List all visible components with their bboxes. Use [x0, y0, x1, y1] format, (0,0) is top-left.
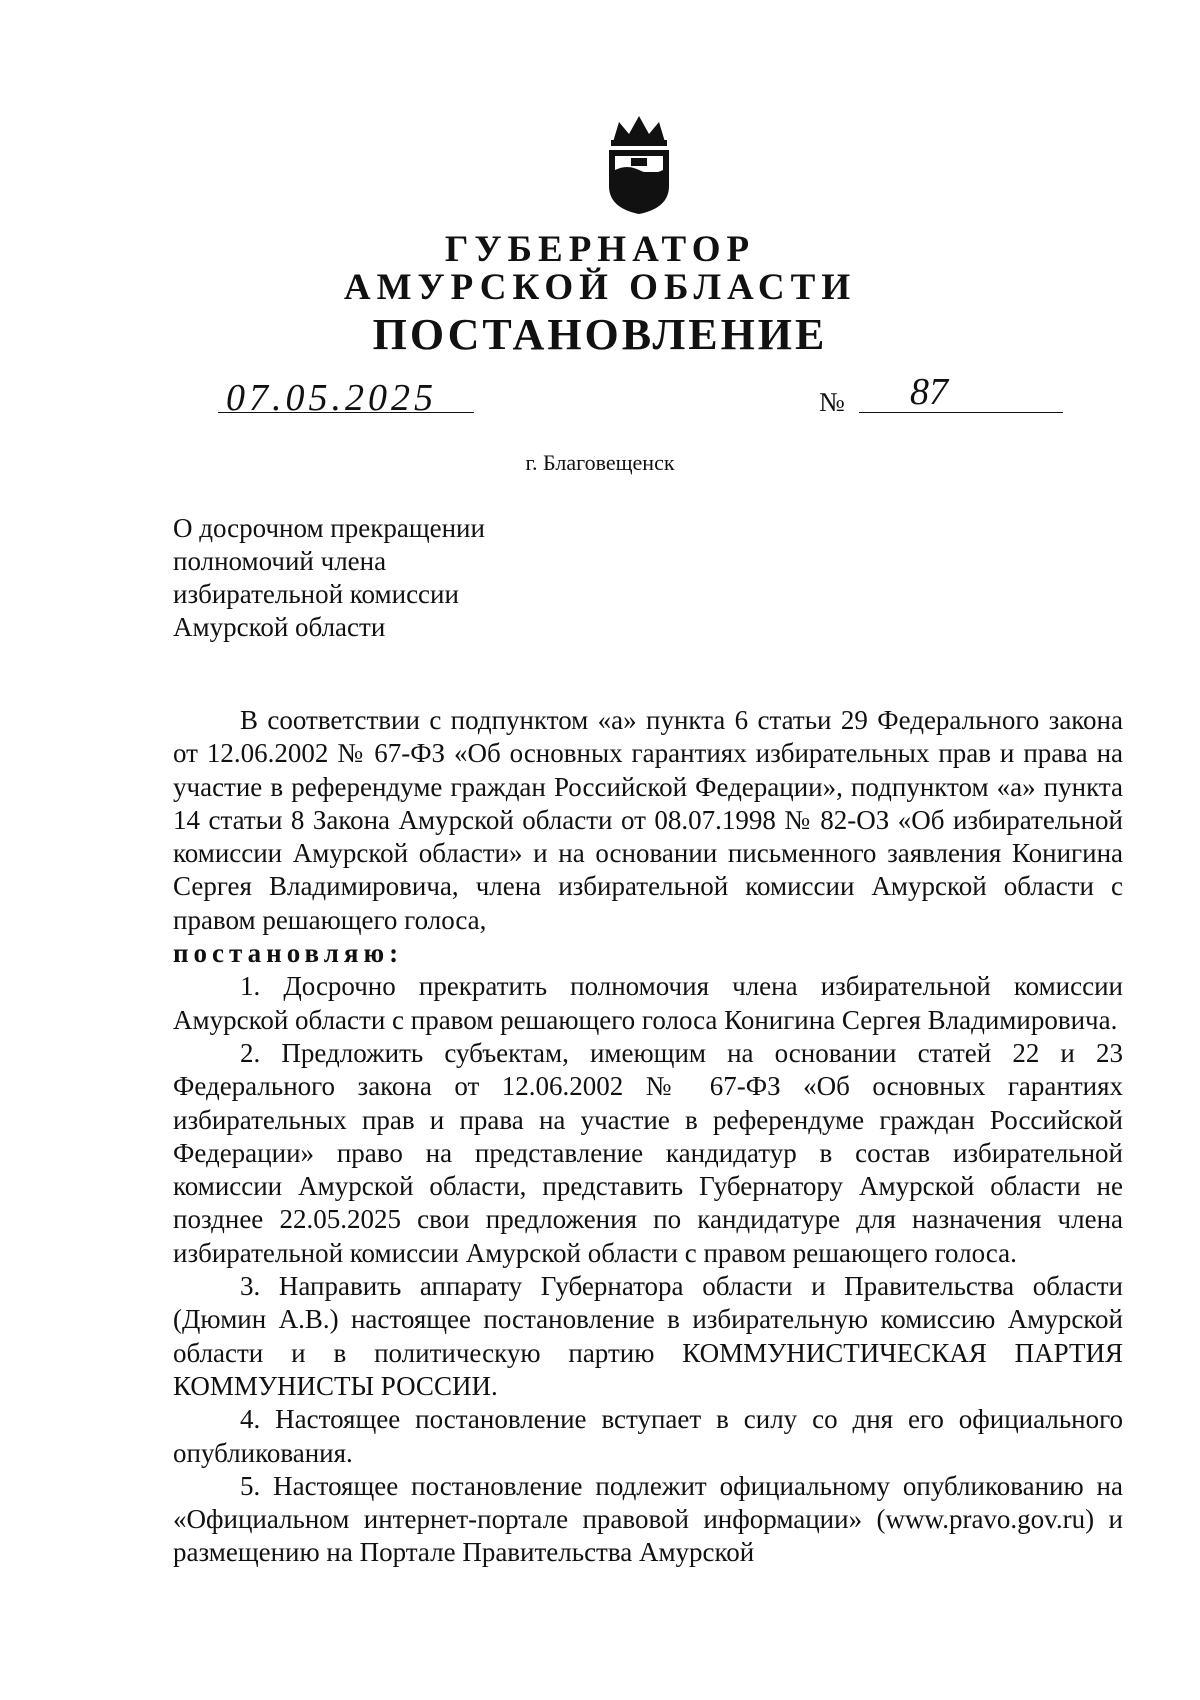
decree-item-4: 4. Настоящее постановление вступает в силу со дня его официального опубликования. [173, 1404, 1123, 1468]
subject-line: О досрочном прекращении [173, 513, 485, 543]
subject-line: Амурской области [173, 612, 386, 642]
issue-city: г. Благовещенск [525, 450, 675, 475]
preamble-paragraph: В соответствии с подпунктом «а» пункта 6 статьи 29 Федерального закона от 12.06.2002 № 67-ФЗ «Об основных гарантиях избирательных прав и права на участие в референдуме граждан Российской Федерации», подпунктом «а» пункта 14 статьи 8 Закона Амурской области от 08.07.1998 № 82-ОЗ «Об избирательной комиссии Амурской области» и на основании письменного заявления Конигина Сергея Владимировича, члена избирательной комиссии Амурской области с правом решающего голоса, [173, 705, 1123, 935]
handwritten-number: 87 [910, 371, 948, 413]
date-underline [218, 412, 474, 413]
number-label: № [819, 387, 845, 417]
decree-item-5: 5. Настоящее постановление подлежит официальному опубликованию на «Официальном интернет-портале правовой информации» (www.pravo.gov.ru) и размещению на Портале Правительства Амурской [173, 1470, 1123, 1568]
decree-word: постановляю: [173, 938, 404, 969]
document-body [173, 704, 1123, 1570]
decree-item-3: 3. Направить аппарату Губернатора области и Правительства области (Дюмин А.В.) настоящее постановление в избирательную комиссию Амурской области и в политическую партию КОММУНИСТИЧЕСКАЯ ПАРТИЯ КОММУНИСТЫ РОССИИ. [173, 1271, 1123, 1401]
number-underline [859, 412, 1063, 413]
decree-item-1: 1. Досрочно прекратить полномочия члена избирательной комиссии Амурской области с правом решающего голоса Конигина Сергея Владимировича. [173, 971, 1123, 1035]
handwritten-date: 07.05.2025 [226, 377, 437, 419]
subject-line: избирательной комиссии [173, 579, 459, 609]
issuer-region: АМУРСКОЙ ОБЛАСТИ [343, 267, 857, 308]
decree-item-2: 2. Предложить субъектам, имеющим на основании статей 22 и 23 Федерального закона от 12.06.2002 № 67-ФЗ «Об основных гарантиях избирательных прав и права на участие в референдуме граждан Российской Федерации» право на представление кандидатур в состав избирательной комиссии Амурской области, представить Губернатору Амурской области не позднее 22.05.2025 свои предложения по кандидатуре для назначения члена избирательной комиссии Амурской области с правом решающего голоса. [173, 1037, 1123, 1268]
document-subject [173, 512, 593, 644]
issuer-title: ГУБЕРНАТОР [444, 229, 756, 270]
document-type: ПОСТАНОВЛЕНИЕ [372, 310, 828, 359]
subject-line: полномочий члена [173, 546, 387, 576]
coat-of-arms-icon [601, 112, 677, 216]
